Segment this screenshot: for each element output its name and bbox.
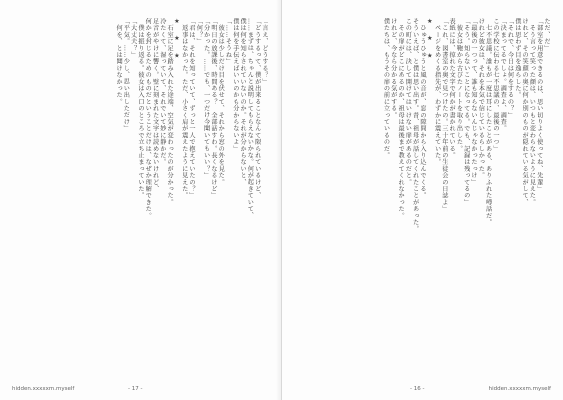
text-line: この町には、決して開けてはいけない扉があるのだと。 bbox=[404, 18, 412, 186]
text-line: 僕は振り返る。彼女は入口のところで立ち止まっていた。 bbox=[136, 18, 144, 199]
text-line: ★ ★ ★ bbox=[426, 18, 434, 62]
text-line: ★ ★ ★ bbox=[173, 18, 181, 62]
text-line: 僕は何を手伝えばいいのかも分からないよ」 bbox=[231, 18, 239, 152]
text-line: 「決まってるでしょ。調査よ、調査。 bbox=[499, 18, 507, 132]
text-line: 「大丈夫？」 bbox=[129, 18, 137, 59]
text-line: けれど、その笑顔の奥に何か別のものが隠れている気がして、 bbox=[521, 18, 529, 206]
text-line: 「……そうね」 bbox=[224, 18, 232, 65]
text-line: 僕は何を知らされていないのか。それが分からないと、 bbox=[239, 18, 247, 186]
left-page-text bbox=[14, 18, 268, 368]
text-line: 「言え、どうする？」 bbox=[261, 18, 268, 85]
right-page-text bbox=[294, 18, 550, 368]
text-line: そう言って笑った顔は、いつもと変わらないように見えた。 bbox=[528, 18, 536, 206]
right-footer-tag: hidden.xxxxxm.myself bbox=[488, 386, 551, 392]
text-line: 「分かった。……でも、一つだけ今聞いてもいい？」 bbox=[202, 18, 210, 179]
text-line: 足音がやけに響く。壁に刻まれた文字は読めないけれど、 bbox=[151, 18, 159, 193]
text-line: この学校に伝わる七不思議の、最後の一つ」 bbox=[491, 18, 499, 152]
text-line: 「何？」 bbox=[195, 18, 203, 45]
text-line: 「そう。知らないことになってる。でも、記録は残ってるの」 bbox=[462, 18, 470, 206]
text-line: 「君は、それを知っていて、ずっと一人で抱えていたの？」 bbox=[188, 18, 196, 199]
text-line: そういえば、と僕は思い出す。昔、祖母が話してくれたことがあった。 bbox=[411, 18, 419, 233]
text-line: 返事はなかった。ただ、小さく肩が震えたように見えた。 bbox=[180, 18, 188, 199]
text-line: 「明日の放課後、時間ある？ 全部話すわ。長くなるけど」 bbox=[209, 18, 217, 199]
text-line: 何を、とは聞けなかった。 bbox=[115, 18, 123, 106]
text-line: 「それで、今日は何をするの？」 bbox=[506, 18, 514, 119]
text-line: ただ、だ」 bbox=[543, 18, 550, 52]
text-line: 「部室を用意できるのは、思い切りよく使ってね、先輩」 bbox=[535, 18, 543, 193]
text-line: 「どうするって、僕が出来ることなんて限られているけど、 bbox=[253, 18, 261, 199]
text-line: けれど、今なら分かる気がする。 bbox=[389, 18, 397, 119]
right-page bbox=[282, 0, 563, 400]
text-line: その扉がどこにあるのか、祖母は最後まで教えてくれなかった。 bbox=[397, 18, 405, 219]
text-line: ひゅうひゅうと風の音が、窓の隙間から入り込んでくる。 bbox=[418, 18, 426, 199]
text-line: 僕たちは、もうその扉の前に立っているのだ。 bbox=[382, 18, 390, 159]
text-line: 「これ、図書室の奥で見つけたの。三十年前の生徒会の日誌よ」 bbox=[440, 18, 448, 213]
text-line: けれど彼女は、それを本気で信じているらしかった。 bbox=[477, 18, 485, 179]
left-footer-tag: hidden.xxxxxm.myself bbox=[12, 386, 75, 392]
text-line: 七不思議。誰もが一度は耳にしたことがある、ありふれた噂話だ。 bbox=[484, 18, 492, 226]
text-line: 「平気。……少し、思い出しただけ」 bbox=[122, 18, 130, 132]
text-line: 石室に足を踏み入れた途端、空気が変わったのが分かった。 bbox=[166, 18, 174, 206]
left-page-number: - 17 - bbox=[128, 386, 143, 392]
text-line: ページをめくる指先が、わずかに震えていた。 bbox=[433, 18, 441, 166]
text-line: 彼女は少しだけ目を伏せて、それから窓の外を見た。 bbox=[217, 18, 225, 186]
text-line: 「最後の一つって、誰も知らないんじゃなかったっけ」 bbox=[470, 18, 478, 186]
text-line: 表紙には、掠れた文字で何かが書かれている。 bbox=[448, 18, 456, 159]
text-line: 冷たくて、湿っていて、それでいて妙に静かだ。 bbox=[158, 18, 166, 166]
text-line: 彼女は鞄から古びたノートを取り出した。 bbox=[455, 18, 463, 152]
right-page-number: - 16 - bbox=[410, 386, 425, 392]
text-line: 僕は思わず目を逸らした。 bbox=[513, 18, 521, 99]
text-line: 何かを封じるためのものだということだけは、なぜか理解できた。 bbox=[144, 18, 152, 219]
text-line: ……まずは、ちゃんと説明してもらえないかな。何が起きていて、 bbox=[246, 18, 254, 219]
